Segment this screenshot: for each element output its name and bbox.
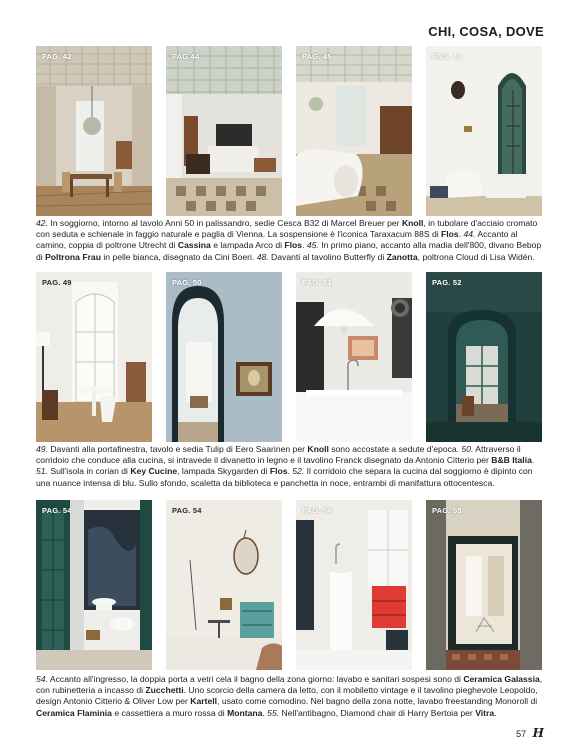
caption-text: Accanto al camino, coppia di poltrone Utrecht di [36,229,518,251]
page-number: 57 [516,729,527,739]
caption-text: . [262,707,268,718]
caption-text: Sull'isola in corian di [47,466,131,477]
caption-text: Davanti alla portafinestra, tavolo e sedia Tulip di Eero Saarinen per [47,444,308,454]
caption-row-3 [36,674,546,719]
brand-name: Zucchetti [145,685,184,696]
caption-text: . [287,466,293,477]
photo-pag-55 [426,500,542,670]
brand-name: Cassina [177,240,211,251]
brand-name: Knoll [307,444,329,454]
brand-name: Flos [441,229,459,240]
caption-text: Nell'antibagno, Diamond chair di Harry Bertoia per [279,707,476,718]
photo-pag-54a [36,500,152,670]
caption-text: . Uno scorcio della camera da letto, con il mobiletto vintage e il tavolino pieghevole Leopoldo, design Antonio Citterio & Oliver Low per [36,685,538,707]
page-footer [516,726,544,740]
caption-row-1 [36,218,546,263]
section-title: CHI, COSA, DOVE [428,24,544,39]
brand-name: Montana [227,707,263,718]
caption-ref-number: 51. [36,466,48,477]
caption-text: in pelle bianca, disegnato da Cini Boeri. [100,251,257,262]
photo-row-2 [36,272,543,442]
brand-name: Flos [269,466,288,477]
page-tag: PAG. 55 [432,506,462,515]
caption-text: , lampada Skygarden di [177,466,270,477]
magazine-logo: H [532,726,544,740]
corridor-kitchen-image [166,272,282,442]
brand-name: Knoll [401,218,424,228]
photo-pag-48 [426,46,542,216]
caption-text: , in tubolare d'acciaio cromato con seduta e schienale in faggio naturale e paglia di Vienna. La sospensione è l'iconica Taraxacum 88S di [36,218,538,240]
antechamber-image [426,500,542,670]
caption-ref-number: 52. [292,466,305,477]
caption-text: Accanto all'ingresso, la doppia porta a vetri cela il bagno della zona giorno: lavabo e sanitari sospesi sono di [47,674,464,684]
caption-row-2 [36,444,546,489]
brand-name: Ceramica Flaminia [36,707,112,718]
bedroom-image [166,500,282,670]
caption-text: In soggiorno, intorno al tavolo Anni 50 in palissandro, sedie Cesca B32 di Marcel Breuer per [47,218,402,228]
caption-ref-number: 44. [463,229,476,240]
caption-ref-number: 55. [267,707,280,718]
living-sofa-image [296,46,412,216]
brand-name: Flos [284,240,303,251]
photo-pag-45 [296,46,412,216]
window-tulip-image [36,272,152,442]
caption-text: . [302,240,307,251]
caption-text: , con rubinetteria a incasso di [36,674,543,696]
photo-pag-51 [296,272,412,442]
page-tag: PAG. 54 [302,506,332,515]
brand-name: Vitra [475,707,495,718]
page-tag: PAG. 50 [172,278,202,287]
caption-text: . [494,707,497,718]
blue-corridor-image [426,272,542,442]
page-tag: PAG. 48 [432,52,462,61]
photo-pag-54c [296,500,412,670]
page-tag: PAG. 45 [302,52,332,61]
photo-row-1 [36,46,543,216]
caption-ref-number: 48. [256,251,269,262]
arched-door-image [426,46,542,216]
fireplace-living-image [166,46,282,216]
caption-ref-number: 49. [36,444,48,454]
caption-ref-number: 42. [36,218,48,228]
brand-name: Zanotta [386,251,418,262]
photo-pag-49 [36,272,152,442]
photo-pag-44 [166,46,282,216]
page-tag: PAG. 52 [432,278,462,287]
photo-pag-54b [166,500,282,670]
photo-pag-42 [36,46,152,216]
caption-text: . [531,455,535,466]
page-tag: PAG. 54 [42,506,72,515]
caption-text: Il corridoio che separa la cucina dal soggiorno è dipinto con una nuance intensa di blu. Sullo sfondo, scaletta da biblioteca e panchetta in noce, entrambi di manifattura ottocentesca. [36,466,533,488]
brand-name: B&B Italia [491,455,532,466]
photo-row-3 [36,500,543,670]
brand-name: Poltrona Frau [45,251,101,262]
bathroom-sink-image [296,500,412,670]
bathroom-door-image [36,500,152,670]
caption-ref-number: 54. [36,674,48,684]
photo-pag-52 [426,272,542,442]
caption-text: e cassettiera a muro rossa di [111,707,228,718]
brand-name: Kartell [190,696,218,707]
page-tag: PAG. 42 [42,52,72,61]
brand-name: Key Cucine [130,466,178,477]
caption-text: . [458,229,464,240]
kitchen-island-image [296,272,412,442]
page-tag: PAG. 49 [42,278,72,287]
brand-name: Ceramica Galassia [463,674,540,684]
caption-text: Attraverso il corridoio che conduce alla cucina, si intravede il divanetto in legno e il tavolino Franck disegnato da Antonio Citterio per [36,444,521,466]
page-tag: PAG. 51 [302,278,332,287]
page-tag: PAG. 54 [172,506,202,515]
caption-ref-number: 45. [306,240,319,251]
caption-text: , usato come comodino. Nel bagno della zona notte, lavabo freestanding Monoroll di [217,696,538,707]
caption-text: In primo piano, accanto alla madia dell'800, divano Bebop di [36,240,542,262]
dining-room-image [36,46,152,216]
caption-text: Davanti al tavolino Butterfly di [268,251,387,262]
page-tag: PAG.44 [172,52,200,61]
caption-ref-number: 50. [461,444,474,454]
caption-text: , poltrona Cloud di Lisa Widén. [417,251,535,262]
caption-text: sono accostate a sedute d'epoca. [328,444,462,454]
photo-pag-50 [166,272,282,442]
caption-text: e lampada Arco di [210,240,285,251]
